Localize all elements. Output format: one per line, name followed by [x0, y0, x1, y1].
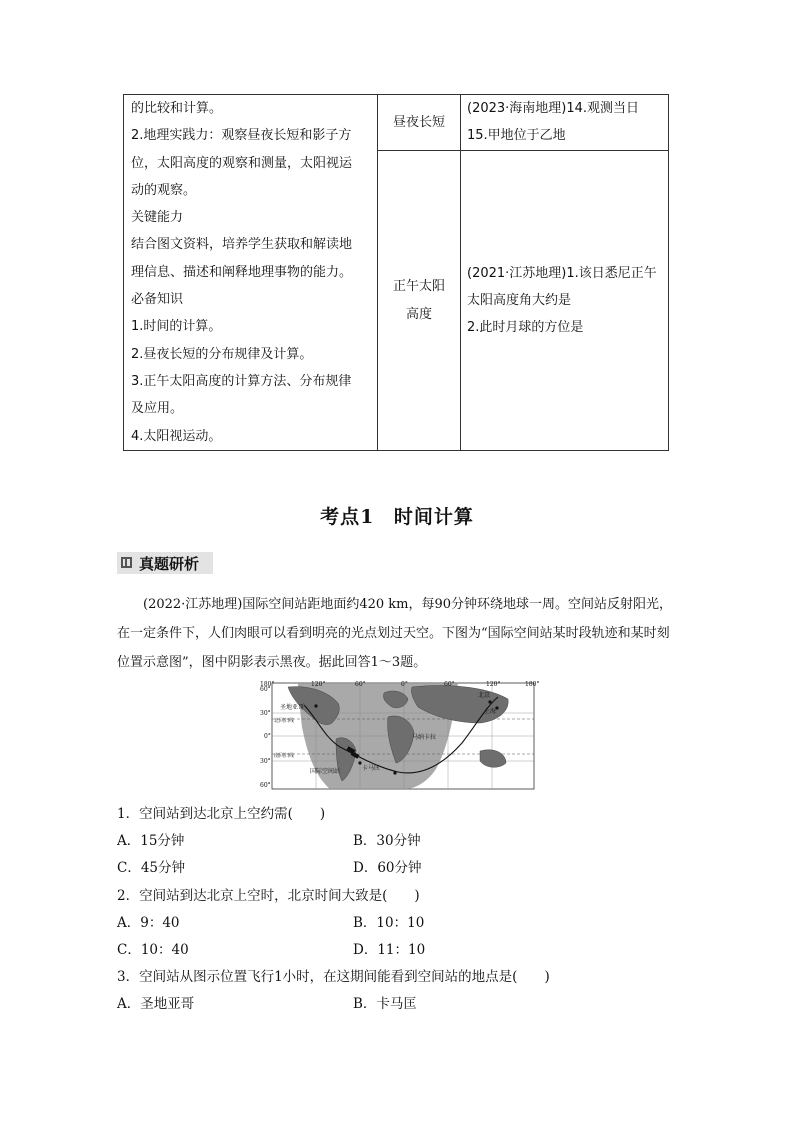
lon-label: 180° — [260, 681, 275, 688]
competency-line: 结合图文资料，培养学生获取和解读地 — [131, 237, 353, 253]
topic-label: 正午太阳 — [392, 279, 445, 295]
topic-label: 昼夜长短 — [392, 114, 445, 130]
place-label: 圣地亚哥 — [280, 704, 305, 711]
section-label: 真题研析 — [139, 555, 200, 573]
lon-label: 60° — [444, 681, 455, 688]
section-heading — [0, 502, 794, 529]
competency-line: 4.太阳视运动。 — [131, 428, 222, 444]
exam-item: 太阳高度角大约是 — [467, 292, 572, 308]
option-a[interactable]: A．圣地亚哥 — [117, 996, 195, 1012]
curriculum-table — [123, 94, 669, 451]
question-2: 2．空间站到达北京上空时，北京时间大致是( ) — [117, 888, 420, 904]
competency-line: 3.正午太阳高度的计算方法、分布规律 — [131, 373, 352, 389]
iss-orbit-map — [258, 677, 538, 791]
place-label: 卡马匡 — [362, 765, 381, 772]
lat-label: 60° — [260, 782, 271, 789]
exam-items-cell — [461, 151, 669, 451]
competency-line: 关键能力 — [131, 210, 184, 226]
option-d[interactable]: D．11：10 — [353, 942, 426, 958]
lon-label: 180° — [525, 681, 540, 688]
competency-line: 位，太阳高度的观察和测量，太阳视运 — [131, 155, 353, 171]
place-label: 南回归线 — [274, 753, 295, 759]
question-1: 1．空间站到达北京上空约需( ) — [117, 806, 326, 822]
lon-label: 0° — [401, 681, 408, 688]
place-label: 马纳卡拉 — [412, 734, 437, 741]
lat-label: 60° — [260, 686, 271, 693]
competency-line: 理信息、描述和阐释地理事物的能力。 — [131, 264, 353, 280]
place-label: 北京 — [478, 692, 491, 699]
topic-cell-noon-sun — [378, 151, 461, 451]
lon-label: 60° — [355, 681, 366, 688]
lat-label: 0° — [264, 733, 271, 740]
option-b[interactable]: B．卡马匡 — [353, 996, 417, 1012]
place-label: 国际空间站 — [310, 768, 341, 775]
lat-label: 30° — [260, 758, 271, 765]
topic-label: 高度 — [405, 306, 432, 322]
lat-label: 30° — [260, 710, 271, 717]
competency-cell — [124, 95, 378, 451]
exam-item: (2023·海南地理)14.观测当日 — [467, 101, 640, 116]
competency-line: 2.地理实践力：观察昼夜长短和影子方 — [131, 128, 352, 144]
exam-item: 15.甲地位于乙地 — [467, 128, 566, 144]
competency-line: 1.时间的计算。 — [131, 319, 222, 335]
lon-label: 120° — [486, 681, 501, 688]
question-3: 3．空间站从图示位置飞行1小时，在这期间能看到空间站的地点是( ) — [117, 969, 550, 985]
topic-cell-day-length — [378, 95, 461, 151]
option-b[interactable]: B．30分钟 — [353, 833, 421, 849]
exam-item: (2021·江苏地理)1.该日悉尼正午 — [467, 265, 657, 281]
book-icon — [121, 557, 132, 568]
option-c[interactable]: C．10：40 — [117, 942, 189, 958]
section-label-box — [117, 552, 213, 574]
option-b[interactable]: B．10：10 — [353, 915, 425, 931]
competency-line: 必备知识 — [131, 292, 184, 308]
exam-items-cell — [461, 95, 669, 151]
competency-line: 的比较和计算。 — [131, 101, 223, 116]
heading-text: 时间计算 — [393, 506, 474, 528]
exam-item: 2.此时月球的方位是 — [467, 320, 584, 336]
competency-line: 动的观察。 — [131, 182, 197, 198]
option-d[interactable]: D．60分钟 — [353, 860, 422, 876]
place-label: 北回归线 — [274, 718, 295, 724]
place-label: 上海 — [484, 708, 497, 715]
option-c[interactable]: C．45分钟 — [117, 860, 186, 876]
intro-paragraph: (2022·江苏地理)国际空间站距地面约420 km，每90分钟环绕地球一周。空间站反射阳光，在一定条件下，人们肉眼可以看到明亮的光点划过天空。下图为“国际空间站某时段轨迹和某时刻位置示意图”，图中阴影表示黑夜。据此回答1～3题。 — [117, 597, 673, 670]
heading-number: 考点1 — [320, 506, 375, 528]
competency-line: 2.昼夜长短的分布规律及计算。 — [131, 346, 313, 362]
option-a[interactable]: A．9：40 — [117, 915, 180, 931]
option-a[interactable]: A．15分钟 — [117, 833, 185, 849]
lon-label: 120° — [311, 681, 326, 688]
competency-line: 及应用。 — [131, 401, 184, 417]
